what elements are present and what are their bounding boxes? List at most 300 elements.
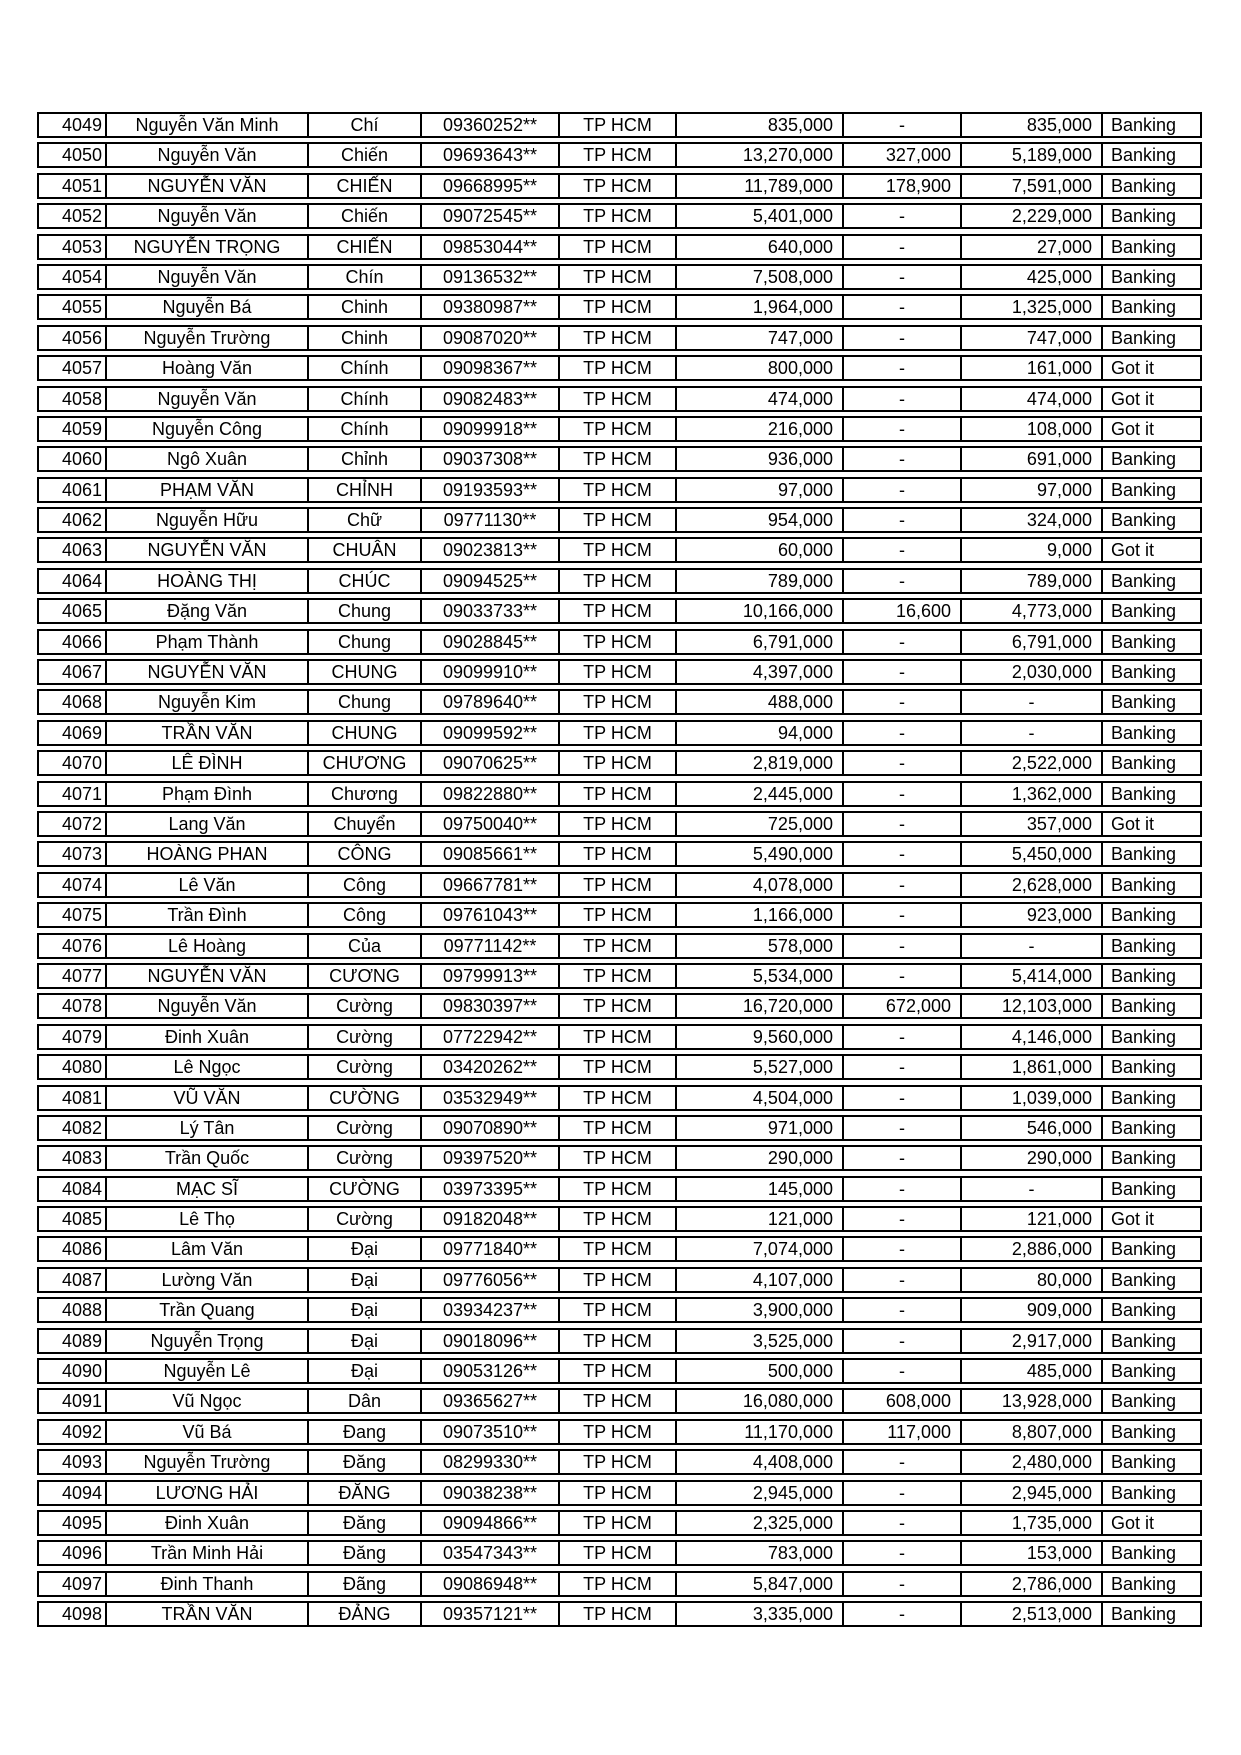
cell-city: TP HCM — [558, 448, 675, 470]
cell-amount-3: 2,886,000 — [960, 1238, 1101, 1260]
cell-given-name: Đăng — [307, 1542, 420, 1564]
cell-given-name: Công — [307, 874, 420, 896]
cell-id: 4082 — [61, 1117, 102, 1138]
cell-id: 4074 — [61, 874, 102, 895]
cell-status: Banking — [1101, 874, 1200, 896]
cell-phone: 09667781** — [420, 874, 558, 896]
cell-given-name: Chuyển — [307, 813, 420, 835]
cell-name: TRẦN VĂN — [105, 722, 307, 744]
cell-amount-1: 2,445,000 — [675, 783, 842, 805]
cell-amount-2: - — [842, 509, 960, 531]
cell-given-name: CHUNG — [307, 661, 420, 683]
table-row — [37, 1571, 1202, 1597]
cell-given-name: CƯƠNG — [307, 965, 420, 987]
cell-amount-1: 11,170,000 — [675, 1421, 842, 1443]
cell-amount-2: - — [842, 783, 960, 805]
cell-amount-2: - — [842, 539, 960, 561]
cell-city: TP HCM — [558, 1573, 675, 1595]
table-row — [37, 386, 1202, 412]
cell-id: 4083 — [61, 1148, 102, 1169]
table-row — [37, 1510, 1202, 1536]
cell-given-name: Chung — [307, 600, 420, 622]
cell-id: 4071 — [61, 783, 102, 804]
cell-amount-2: - — [842, 1056, 960, 1078]
cell-phone: 09070890** — [420, 1117, 558, 1139]
cell-amount-3: 2,513,000 — [960, 1603, 1101, 1625]
table-row — [37, 902, 1202, 928]
cell-amount-1: 16,080,000 — [675, 1390, 842, 1412]
cell-given-name: Chinh — [307, 296, 420, 318]
table-row — [37, 781, 1202, 807]
cell-name: Hoàng Văn — [105, 357, 307, 379]
cell-amount-3: 12,103,000 — [960, 995, 1101, 1017]
cell-name: Đinh Thanh — [105, 1573, 307, 1595]
cell-id: 4061 — [61, 479, 102, 500]
cell-name: Lê Văn — [105, 874, 307, 896]
cell-amount-3: 6,791,000 — [960, 631, 1101, 653]
cell-amount-3: - — [960, 935, 1101, 957]
cell-amount-2: - — [842, 691, 960, 713]
cell-amount-1: 835,000 — [675, 114, 842, 136]
cell-phone: 09776056** — [420, 1269, 558, 1291]
cell-status: Banking — [1101, 570, 1200, 592]
cell-given-name: Đăng — [307, 1512, 420, 1534]
cell-given-name: Chí — [307, 114, 420, 136]
cell-amount-3: 97,000 — [960, 479, 1101, 501]
cell-status: Banking — [1101, 114, 1200, 136]
cell-id: 4051 — [61, 175, 102, 196]
cell-phone: 03973395** — [420, 1178, 558, 1200]
cell-amount-1: 2,819,000 — [675, 752, 842, 774]
cell-city: TP HCM — [558, 1390, 675, 1412]
cell-name: Phạm Đình — [105, 783, 307, 805]
cell-name: Nguyễn Trường — [105, 1451, 307, 1473]
table-row — [37, 841, 1202, 867]
table-row — [37, 1601, 1202, 1627]
cell-name: NGUYỄN VĂN — [105, 539, 307, 561]
cell-amount-2: - — [842, 327, 960, 349]
cell-phone: 09053126** — [420, 1360, 558, 1382]
cell-given-name: Đại — [307, 1299, 420, 1321]
cell-id: 4079 — [61, 1026, 102, 1047]
table-row — [37, 1328, 1202, 1354]
cell-amount-1: 488,000 — [675, 691, 842, 713]
cell-given-name: CHIẾN — [307, 175, 420, 197]
cell-city: TP HCM — [558, 539, 675, 561]
cell-name: Trần Quang — [105, 1299, 307, 1321]
cell-amount-3: 9,000 — [960, 539, 1101, 561]
table-row — [37, 355, 1202, 381]
cell-phone: 09193593** — [420, 479, 558, 501]
cell-amount-1: 11,789,000 — [675, 175, 842, 197]
cell-amount-2: - — [842, 1208, 960, 1230]
table-row — [37, 689, 1202, 715]
cell-name: Phạm Thành — [105, 631, 307, 653]
cell-amount-1: 4,078,000 — [675, 874, 842, 896]
cell-name: HOÀNG PHAN — [105, 843, 307, 865]
cell-amount-1: 290,000 — [675, 1147, 842, 1169]
cell-given-name: Cường — [307, 1147, 420, 1169]
cell-amount-2: - — [842, 570, 960, 592]
cell-amount-2: - — [842, 1117, 960, 1139]
cell-given-name: Chiến — [307, 205, 420, 227]
cell-id: 4057 — [61, 358, 102, 379]
cell-phone: 09365627** — [420, 1390, 558, 1412]
cell-amount-3: 108,000 — [960, 418, 1101, 440]
cell-city: TP HCM — [558, 1117, 675, 1139]
table-row — [37, 1267, 1202, 1293]
cell-id: 4094 — [61, 1482, 102, 1503]
cell-amount-3: 2,786,000 — [960, 1573, 1101, 1595]
cell-phone: 09360252** — [420, 114, 558, 136]
cell-given-name: Đại — [307, 1269, 420, 1291]
cell-id: 4054 — [61, 266, 102, 287]
cell-amount-3: 1,735,000 — [960, 1512, 1101, 1534]
cell-amount-2: - — [842, 1603, 960, 1625]
cell-amount-2: - — [842, 1299, 960, 1321]
cell-name: Đinh Xuân — [105, 1026, 307, 1048]
cell-amount-1: 789,000 — [675, 570, 842, 592]
cell-status: Banking — [1101, 205, 1200, 227]
cell-amount-2: - — [842, 874, 960, 896]
cell-amount-3: 425,000 — [960, 266, 1101, 288]
table-row — [37, 1206, 1202, 1232]
cell-phone: 09822880** — [420, 783, 558, 805]
cell-amount-1: 7,508,000 — [675, 266, 842, 288]
cell-id: 4084 — [61, 1178, 102, 1199]
cell-city: TP HCM — [558, 570, 675, 592]
cell-amount-2: - — [842, 479, 960, 501]
cell-city: TP HCM — [558, 1238, 675, 1260]
cell-name: Lê Thọ — [105, 1208, 307, 1230]
cell-given-name: CHƯƠNG — [307, 752, 420, 774]
cell-amount-3: 1,861,000 — [960, 1056, 1101, 1078]
cell-city: TP HCM — [558, 1087, 675, 1109]
cell-amount-1: 5,490,000 — [675, 843, 842, 865]
cell-name: Nguyễn Văn — [105, 995, 307, 1017]
cell-phone: 09037308** — [420, 448, 558, 470]
cell-amount-3: 5,414,000 — [960, 965, 1101, 987]
cell-given-name: Cường — [307, 995, 420, 1017]
cell-amount-1: 500,000 — [675, 1360, 842, 1382]
cell-phone: 09094525** — [420, 570, 558, 592]
cell-status: Banking — [1101, 236, 1200, 258]
cell-amount-1: 13,270,000 — [675, 144, 842, 166]
cell-status: Got it — [1101, 357, 1200, 379]
cell-status: Banking — [1101, 1421, 1200, 1443]
cell-amount-2: - — [842, 114, 960, 136]
cell-id: 4085 — [61, 1209, 102, 1230]
cell-amount-3: 474,000 — [960, 388, 1101, 410]
table-row — [37, 872, 1202, 898]
cell-city: TP HCM — [558, 935, 675, 957]
cell-amount-3: 909,000 — [960, 1299, 1101, 1321]
table-row — [37, 234, 1202, 260]
cell-amount-3: 4,773,000 — [960, 600, 1101, 622]
table-row — [37, 1419, 1202, 1445]
cell-phone: 09182048** — [420, 1208, 558, 1230]
cell-id: 4067 — [61, 662, 102, 683]
table-row — [37, 477, 1202, 503]
cell-amount-3: 290,000 — [960, 1147, 1101, 1169]
cell-city: TP HCM — [558, 661, 675, 683]
cell-phone: 09799913** — [420, 965, 558, 987]
cell-given-name: Đại — [307, 1238, 420, 1260]
cell-amount-3: 2,480,000 — [960, 1451, 1101, 1473]
cell-amount-3: 4,146,000 — [960, 1026, 1101, 1048]
cell-amount-1: 4,107,000 — [675, 1269, 842, 1291]
cell-amount-1: 216,000 — [675, 418, 842, 440]
cell-name: Nguyễn Hữu — [105, 509, 307, 531]
cell-id: 4078 — [61, 996, 102, 1017]
cell-phone: 09771840** — [420, 1238, 558, 1260]
cell-amount-3: 1,325,000 — [960, 296, 1101, 318]
table-row — [37, 416, 1202, 442]
cell-status: Banking — [1101, 479, 1200, 501]
cell-name: NGUYỄN VĂN — [105, 661, 307, 683]
table-row — [37, 446, 1202, 472]
cell-amount-3: 747,000 — [960, 327, 1101, 349]
cell-amount-1: 7,074,000 — [675, 1238, 842, 1260]
cell-id: 4065 — [61, 601, 102, 622]
table-row — [37, 1176, 1202, 1202]
table-row — [37, 173, 1202, 199]
cell-city: TP HCM — [558, 388, 675, 410]
cell-city: TP HCM — [558, 813, 675, 835]
cell-status: Banking — [1101, 722, 1200, 744]
table-row — [37, 294, 1202, 320]
cell-amount-1: 971,000 — [675, 1117, 842, 1139]
cell-city: TP HCM — [558, 631, 675, 653]
cell-amount-1: 936,000 — [675, 448, 842, 470]
cell-given-name: Cường — [307, 1117, 420, 1139]
cell-id: 4090 — [61, 1361, 102, 1382]
cell-id: 4077 — [61, 965, 102, 986]
cell-name: Trần Đình — [105, 904, 307, 926]
cell-id: 4059 — [61, 418, 102, 439]
cell-id: 4076 — [61, 935, 102, 956]
cell-status: Got it — [1101, 388, 1200, 410]
cell-city: TP HCM — [558, 357, 675, 379]
cell-amount-3: 2,030,000 — [960, 661, 1101, 683]
cell-id: 4052 — [61, 206, 102, 227]
cell-status: Got it — [1101, 539, 1200, 561]
cell-phone: 09136532** — [420, 266, 558, 288]
cell-phone: 09028845** — [420, 631, 558, 653]
cell-given-name: Chinh — [307, 327, 420, 349]
table-row — [37, 1540, 1202, 1566]
cell-city: TP HCM — [558, 783, 675, 805]
cell-id: 4068 — [61, 692, 102, 713]
cell-id: 4096 — [61, 1543, 102, 1564]
cell-phone: 09380987** — [420, 296, 558, 318]
cell-amount-1: 145,000 — [675, 1178, 842, 1200]
cell-status: Banking — [1101, 1117, 1200, 1139]
table-row — [37, 1054, 1202, 1080]
cell-amount-3: 2,229,000 — [960, 205, 1101, 227]
cell-name: Nguyễn Văn — [105, 266, 307, 288]
cell-city: TP HCM — [558, 904, 675, 926]
cell-amount-1: 783,000 — [675, 1542, 842, 1564]
cell-name: HOÀNG THỊ — [105, 570, 307, 592]
cell-amount-3: 5,450,000 — [960, 843, 1101, 865]
cell-name: Nguyễn Văn Minh — [105, 114, 307, 136]
cell-amount-2: - — [842, 904, 960, 926]
cell-name: LƯƠNG HẢI — [105, 1482, 307, 1504]
cell-status: Banking — [1101, 1238, 1200, 1260]
cell-status: Banking — [1101, 1299, 1200, 1321]
cell-given-name: CÔNG — [307, 843, 420, 865]
cell-id: 4050 — [61, 145, 102, 166]
cell-amount-2: - — [842, 357, 960, 379]
cell-amount-1: 9,560,000 — [675, 1026, 842, 1048]
cell-status: Banking — [1101, 1269, 1200, 1291]
cell-amount-3: 1,362,000 — [960, 783, 1101, 805]
cell-status: Banking — [1101, 1573, 1200, 1595]
cell-city: TP HCM — [558, 509, 675, 531]
cell-given-name: Chung — [307, 691, 420, 713]
cell-phone: 09087020** — [420, 327, 558, 349]
cell-given-name: Chung — [307, 631, 420, 653]
cell-amount-3: 7,591,000 — [960, 175, 1101, 197]
cell-city: TP HCM — [558, 752, 675, 774]
cell-given-name: Chính — [307, 388, 420, 410]
cell-given-name: CHIẾN — [307, 236, 420, 258]
cell-id: 4086 — [61, 1239, 102, 1260]
cell-city: TP HCM — [558, 1147, 675, 1169]
cell-city: TP HCM — [558, 1512, 675, 1534]
cell-status: Got it — [1101, 1208, 1200, 1230]
cell-name: Ngô Xuân — [105, 448, 307, 470]
table-row — [37, 720, 1202, 746]
cell-phone: 09357121** — [420, 1603, 558, 1625]
cell-id: 4063 — [61, 540, 102, 561]
cell-id: 4060 — [61, 449, 102, 470]
cell-status: Banking — [1101, 144, 1200, 166]
cell-id: 4087 — [61, 1269, 102, 1290]
cell-status: Banking — [1101, 965, 1200, 987]
cell-amount-1: 3,525,000 — [675, 1330, 842, 1352]
cell-id: 4066 — [61, 631, 102, 652]
cell-given-name: Đăng — [307, 1451, 420, 1473]
table-row — [37, 1480, 1202, 1506]
cell-phone: 09038238** — [420, 1482, 558, 1504]
cell-amount-1: 578,000 — [675, 935, 842, 957]
cell-given-name: Chính — [307, 357, 420, 379]
cell-city: TP HCM — [558, 1360, 675, 1382]
table-row — [37, 1388, 1202, 1414]
cell-name: Đặng Văn — [105, 600, 307, 622]
table-row — [37, 1236, 1202, 1262]
cell-amount-1: 747,000 — [675, 327, 842, 349]
cell-amount-1: 5,534,000 — [675, 965, 842, 987]
cell-amount-2: - — [842, 631, 960, 653]
cell-given-name: Đãng — [307, 1573, 420, 1595]
cell-amount-1: 97,000 — [675, 479, 842, 501]
cell-amount-1: 4,408,000 — [675, 1451, 842, 1473]
cell-amount-2: - — [842, 388, 960, 410]
table-row — [37, 659, 1202, 685]
cell-amount-2: - — [842, 752, 960, 774]
cell-amount-1: 94,000 — [675, 722, 842, 744]
cell-id: 4097 — [61, 1573, 102, 1594]
cell-amount-1: 1,964,000 — [675, 296, 842, 318]
cell-status: Banking — [1101, 691, 1200, 713]
cell-given-name: CHÚC — [307, 570, 420, 592]
cell-amount-1: 3,335,000 — [675, 1603, 842, 1625]
table-row — [37, 325, 1202, 351]
cell-status: Banking — [1101, 175, 1200, 197]
cell-name: Lê Hoàng — [105, 935, 307, 957]
cell-amount-1: 5,847,000 — [675, 1573, 842, 1595]
cell-status: Banking — [1101, 1603, 1200, 1625]
cell-name: Lâm Văn — [105, 1238, 307, 1260]
cell-amount-2: - — [842, 1360, 960, 1382]
cell-given-name: Công — [307, 904, 420, 926]
cell-amount-2: - — [842, 965, 960, 987]
cell-city: TP HCM — [558, 479, 675, 501]
cell-amount-1: 800,000 — [675, 357, 842, 379]
cell-status: Banking — [1101, 661, 1200, 683]
cell-status: Banking — [1101, 1390, 1200, 1412]
table-row — [37, 203, 1202, 229]
cell-amount-2: 608,000 — [842, 1390, 960, 1412]
cell-name: Vũ Bá — [105, 1421, 307, 1443]
cell-amount-3: 1,039,000 — [960, 1087, 1101, 1109]
cell-amount-3: 2,945,000 — [960, 1482, 1101, 1504]
cell-status: Banking — [1101, 935, 1200, 957]
table-row — [37, 112, 1202, 138]
cell-id: 4064 — [61, 570, 102, 591]
cell-phone: 09070625** — [420, 752, 558, 774]
table-row — [37, 750, 1202, 776]
cell-city: TP HCM — [558, 600, 675, 622]
cell-name: Đinh Xuân — [105, 1512, 307, 1534]
cell-city: TP HCM — [558, 1026, 675, 1048]
cell-given-name: CƯỜNG — [307, 1087, 420, 1109]
cell-city: TP HCM — [558, 1542, 675, 1564]
cell-city: TP HCM — [558, 1299, 675, 1321]
cell-amount-1: 16,720,000 — [675, 995, 842, 1017]
cell-id: 4055 — [61, 297, 102, 318]
cell-name: NGUYỄN TRỌNG — [105, 236, 307, 258]
cell-given-name: Đang — [307, 1421, 420, 1443]
cell-phone: 09750040** — [420, 813, 558, 835]
cell-given-name: Của — [307, 935, 420, 957]
cell-amount-3: - — [960, 691, 1101, 713]
cell-phone: 09789640** — [420, 691, 558, 713]
cell-status: Banking — [1101, 266, 1200, 288]
cell-amount-3: 789,000 — [960, 570, 1101, 592]
cell-phone: 09082483** — [420, 388, 558, 410]
cell-amount-2: - — [842, 1087, 960, 1109]
cell-city: TP HCM — [558, 1178, 675, 1200]
table-row — [37, 1358, 1202, 1384]
contact-amounts-table — [37, 112, 1202, 1627]
table-row — [37, 811, 1202, 837]
cell-amount-3: 8,807,000 — [960, 1421, 1101, 1443]
cell-given-name: Cường — [307, 1056, 420, 1078]
cell-status: Banking — [1101, 1482, 1200, 1504]
cell-city: TP HCM — [558, 1269, 675, 1291]
cell-phone: 09085661** — [420, 843, 558, 865]
cell-amount-3: 13,928,000 — [960, 1390, 1101, 1412]
cell-status: Banking — [1101, 843, 1200, 865]
cell-amount-1: 3,900,000 — [675, 1299, 842, 1321]
cell-amount-3: 835,000 — [960, 114, 1101, 136]
cell-city: TP HCM — [558, 1330, 675, 1352]
table-row — [37, 963, 1202, 989]
